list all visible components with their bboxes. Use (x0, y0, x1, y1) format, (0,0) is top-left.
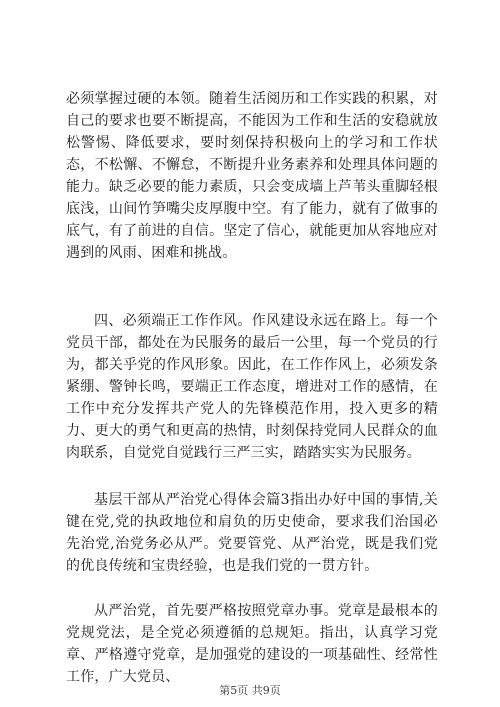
body-paragraph-2: 四、必须端正工作作风。作风建设永远在路上。每一个党员干部，都处在为民服务的最后一公里，每一个党员的行为，都关乎党的作风形象。因此，在工作作风上，必须发条紧绷、警钟长鸣，要端正工作态度，增进对工作的感情，在工作中充分发挥共产党人的先锋模范作用，投入更多的精力、更大的勇气和更高的热情，时刻保持党同人民群众的血肉联系，自觉党自觉践行三严三实，踏踏实实为民服务。 (66, 313, 438, 461)
body-paragraph-1: 必须掌握过硬的本领。随着生活阅历和工作实践的积累，对自己的要求也要不断提高，不能因为工作和生活的安稳就放松警惕、降低要求，要时刻保持积极向上的学习和工作状态，不松懈、不懈怠，不断提升业务素养和处理具体问题的能力。缺乏必要的能力素质，只会变成墙上芦苇头重脚轻根底浅，山间竹笋嘴尖皮厚腹中空。有了能力，就有了做事的底气，有了前进的自信。坚定了信心，就能更加从容地应对遇到的风雨、困难和挑战。 (66, 91, 438, 261)
page-footer: 第5页 共9页 (219, 684, 281, 697)
body-paragraph-4: 从严治党，首先要严格按照党章办事。党章是最根本的党规党法，是全党必须遵循的总规矩。指出，认真学习党章、严格遵守党章，是加强党的建设的一项基础性、经常性工作，广大党员、 (66, 603, 438, 685)
body-paragraph-3: 基层干部从严治党心得体会篇3指出办好中国的事情,关键在党,党的执政地位和肩负的历史使命，要求我们治国必先治党,治党务必从严。党要管党、从严治党，既是我们党的优良传统和宝贵经验，也是我们党的一贯方针。 (66, 492, 438, 574)
